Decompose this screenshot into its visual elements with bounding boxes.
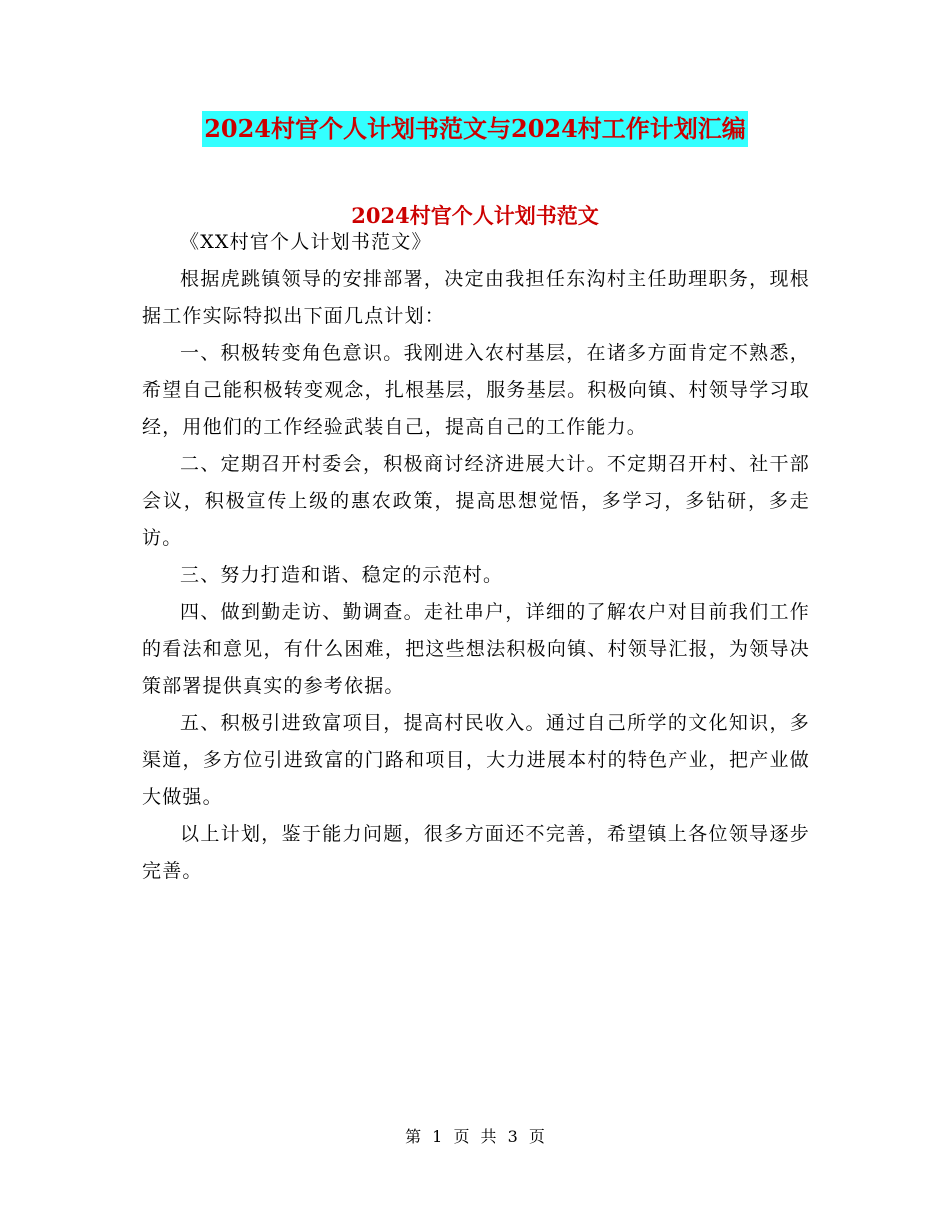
paragraph-doc-title: 《XX村官个人计划书范文》 (180, 231, 432, 253)
paragraph-point-3: 三、努力打造和谐、稳定的示范村。 (180, 564, 504, 586)
paragraph-intro: 根据虎跳镇领导的安排部署，决定由我担任东沟村主任助理职务，现根据工作实际特拟出下面几点计划： (142, 268, 810, 327)
paragraph-point-4: 四、做到勤走访、勤调查。走社串户，详细的了解农户对目前我们工作的看法和意见，有什么困难，把这些想法积极向镇、村领导汇报，为领导决策部署提供真实的参考依据。 (142, 601, 810, 697)
main-title-container (0, 111, 950, 147)
main-title: 2024村官个人计划书范文与2024村工作计划汇编 (202, 111, 748, 147)
paragraph-conclusion: 以上计划，鉴于能力问题，很多方面还不完善，希望镇上各位领导逐步完善。 (142, 823, 810, 882)
body-text (142, 224, 810, 890)
paragraph-point-2: 二、定期召开村委会，积极商讨经济进展大计。不定期召开村、社干部会议，积极宣传上级的惠农政策，提高思想觉悟，多学习，多钻研，多走访。 (142, 453, 810, 549)
section-title: 2024村官个人计划书范文 (351, 203, 599, 228)
paragraph-point-1: 一、积极转变角色意识。我刚进入农村基层，在诸多方面肯定不熟悉，希望自己能积极转变观念，扎根基层，服务基层。积极向镇、村领导学习取经，用他们的工作经验武装自己，提高自己的工作能力。 (142, 342, 810, 438)
paragraph-point-5: 五、积极引进致富项目，提高村民收入。通过自己所学的文化知识，多渠道，多方位引进致富的门路和项目，大力进展本村的特色产业，把产业做大做强。 (142, 712, 810, 808)
page-footer: 第 1 页 共 3 页 (405, 1127, 545, 1146)
